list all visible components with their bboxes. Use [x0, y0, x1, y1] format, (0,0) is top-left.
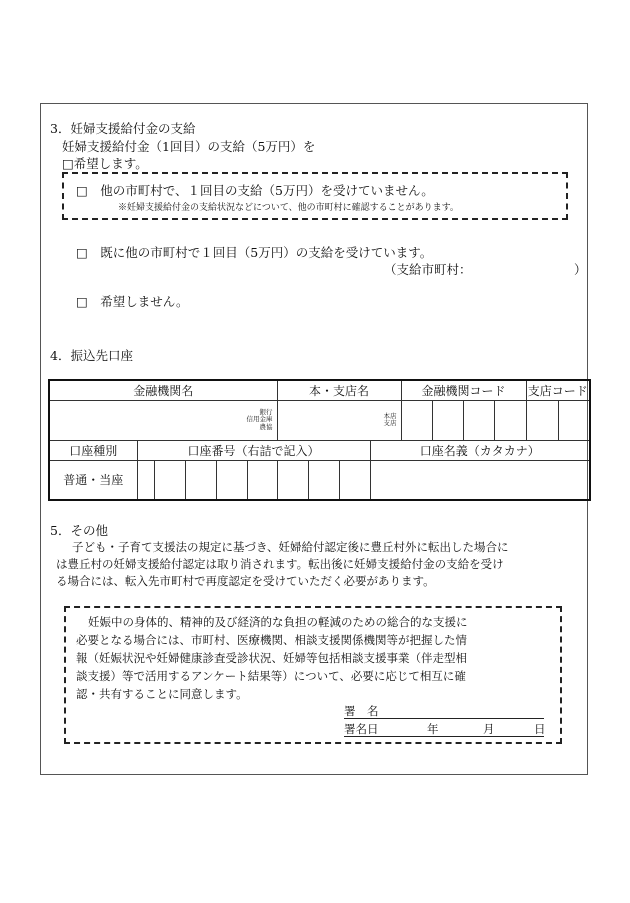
- bank-code-header: 金融機関コード: [401, 380, 526, 400]
- section3-line1: 妊婦支援給付金（1回目）の支給（5万円）を: [62, 139, 316, 154]
- date-year: 年: [427, 722, 439, 736]
- consent-line2: 必要となる場合には、市町村、医療機関、相談支援関係機関等が把握した情: [76, 633, 467, 647]
- consent-line4: 談支援）等で活用するアンケート結果等）について、必要に応じて相互に確: [76, 669, 466, 683]
- branch-type-branch: 支店: [383, 419, 397, 427]
- branch-name-field[interactable]: [277, 400, 401, 440]
- branch-code-digit[interactable]: [558, 400, 590, 440]
- account-number-digit[interactable]: [339, 460, 370, 500]
- option-not-received-checkbox[interactable]: □ 他の市町村で、１回目の支給（5万円）を受けていません。: [76, 183, 434, 198]
- section5-heading: 5．その他: [50, 523, 108, 538]
- date-day: 日: [534, 722, 546, 736]
- bank-type-nokyo: 農協: [259, 422, 273, 431]
- branch-type-main: 本店: [383, 411, 397, 420]
- section3-hope-checkbox[interactable]: □希望します。: [62, 156, 148, 171]
- section5-para-line2: は豊丘村の妊婦支援給付認定は取り消されます。転出後に妊婦支援給付金の支給を受け: [56, 557, 504, 571]
- account-type-header: 口座種別: [49, 440, 137, 460]
- consent-line1: 妊娠中の身体的、精神的及び経済的な負担の軽減のための総合的な支援に: [88, 615, 468, 629]
- account-number-digit[interactable]: [154, 460, 185, 500]
- account-number-digit[interactable]: [137, 460, 154, 500]
- section4-heading: 4．振込先口座: [50, 348, 133, 363]
- signature-date-label: 署名日: [344, 722, 379, 736]
- account-holder-field[interactable]: [370, 460, 590, 500]
- consent-line3: 報（妊娠状況や妊婦健康診査受診状況、妊婦等包括相談支援事業（伴走型相: [76, 651, 467, 665]
- account-type-value[interactable]: 普通・当座: [49, 460, 137, 500]
- signature-label: 署 名: [344, 704, 379, 718]
- branch-code-header: 支店コード: [526, 380, 590, 400]
- bank-name-field[interactable]: [49, 400, 277, 440]
- account-number-digit[interactable]: [277, 460, 308, 500]
- option-already-received-checkbox[interactable]: □ 既に他の市町村で１回目（5万円）の支給を受けています。: [76, 245, 433, 260]
- option-no-hope-checkbox[interactable]: □ 希望しません。: [76, 294, 189, 309]
- account-number-digit[interactable]: [308, 460, 339, 500]
- account-number-header: 口座番号（右詰で記入）: [137, 440, 370, 460]
- consent-line5: 認・共有することに同意します。: [76, 687, 248, 701]
- bank-type-bank: 銀行: [259, 407, 273, 416]
- date-month: 月: [483, 722, 495, 736]
- option-not-received-note: ※妊婦支援給付金の支給状況などについて、他の市町村に確認することがあります。: [118, 203, 459, 213]
- signature-line[interactable]: [344, 718, 544, 719]
- branch-name-header: 本・支店名: [277, 380, 401, 400]
- section5-para-line1: 子ども・子育て支援法の規定に基づき、妊婦給付認定後に豊丘村外に転出した場合に: [72, 540, 509, 554]
- paying-city-label: （支給市町村：: [384, 262, 472, 277]
- bank-code-digit[interactable]: [463, 400, 494, 440]
- paying-city-close: ）: [574, 262, 587, 277]
- bank-name-header: 金融機関名: [49, 380, 277, 400]
- signature-date-line[interactable]: [344, 736, 544, 737]
- bank-code-digit[interactable]: [494, 400, 526, 440]
- bank-type-shinkin: 信用金庫: [246, 415, 273, 424]
- bank-code-digit[interactable]: [401, 400, 432, 440]
- account-number-digit[interactable]: [185, 460, 216, 500]
- branch-code-digit[interactable]: [526, 400, 558, 440]
- bank-account-table: [48, 379, 591, 501]
- bank-code-digit[interactable]: [432, 400, 463, 440]
- section3-heading: 3．妊婦支援給付金の支給: [50, 121, 196, 136]
- account-number-digit[interactable]: [247, 460, 277, 500]
- account-holder-header: 口座名義（カタカナ）: [370, 440, 590, 460]
- section5-para-line3: る場合には、転入先市町村で再度認定を受けていただく必要があります。: [56, 574, 435, 588]
- account-number-digit[interactable]: [216, 460, 247, 500]
